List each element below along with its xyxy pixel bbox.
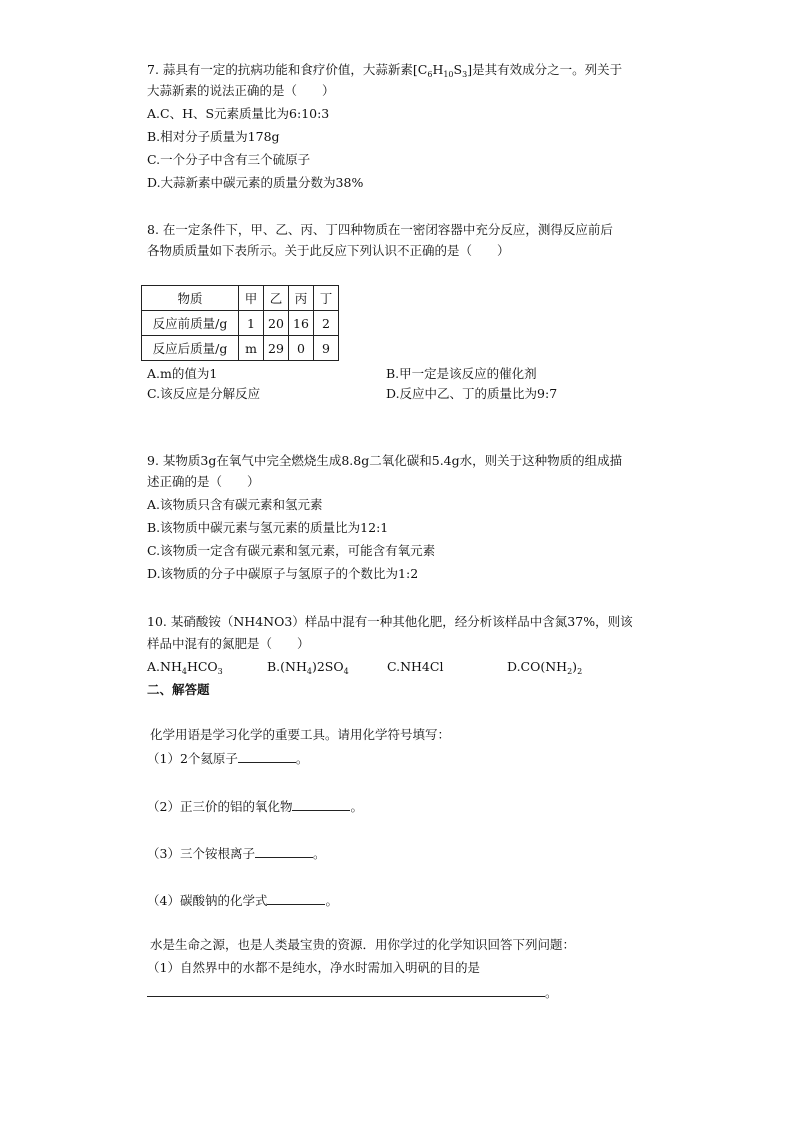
answer-blank[interactable] [238,750,296,763]
answer-blank[interactable] [255,845,313,858]
answer-blank[interactable] [267,892,325,905]
answer-blank[interactable] [147,984,545,997]
q8-stem-line1: 8. 在一定条件下，甲、乙、丙、丁四种物质在一密闭容器中充分反应，测得反应前后 [147,222,613,237]
table-header-cell: 甲 [239,286,264,311]
q10-option-c: C.NH4Cl [387,659,444,674]
fill-item-3: （3）三个铵根离子 。 [147,846,326,861]
table-cell: 9 [314,336,339,361]
answer-blank[interactable] [292,798,350,811]
q9-option-d: D.该物质的分子中碳原子与氢原子的个数比为1:2 [147,566,419,581]
table-header-cell: 丙 [289,286,314,311]
q9-stem-line2: 述正确的是（ ） [147,474,260,489]
q9-option-c: C.该物质一定含有碳元素和氢元素，可能含有氧元素 [147,543,436,558]
table-cell: m [239,336,264,361]
fill-item-4: （4）碳酸钠的化学式 。 [147,893,338,908]
q8-option-b: B.甲一定是该反应的催化剂 [386,366,537,381]
q7-option-a: A.C、H、S元素质量比为6:10:3 [147,106,330,121]
water-item-1: （1）自然界中的水都不是纯水，净水时需加入明矾的目的是 [147,960,480,975]
table-row [142,311,339,336]
q8-option-a: A.m的值为1 [147,366,218,381]
q8-stem-line2: 各物质质量如下表所示。关于此反应下列认识不正确的是（ ） [147,243,510,258]
q8-data-table [141,285,339,361]
table-row [142,336,339,361]
q9-option-a: A.该物质只含有碳元素和氢元素 [147,497,323,512]
table-header-cell: 物质 [142,286,239,311]
table-cell: 20 [264,311,289,336]
q8-option-c: C.该反应是分解反应 [147,386,261,401]
q10-stem-line1: 10. 某硝酸铵（NH4NO3）样品中混有一种其他化肥，经分析该样品中含氮37%，则该 [147,614,633,629]
q10-stem-line2: 样品中混有的氮肥是（ ） [147,636,310,651]
table-cell: 0 [289,336,314,361]
table-cell: 16 [289,311,314,336]
table-cell: 2 [314,311,339,336]
q10-option-b: $B.(NH_4)2SO_4$ [267,659,349,676]
q7-option-d: D.大蒜新素中碳元素的质量分数为38% [147,175,364,190]
q8-option-d: D.反应中乙、丁的质量比为9:7 [386,386,558,401]
q10-option-d: $D.CO(NH_2)_2$ [507,659,583,676]
table-cell: 1 [239,311,264,336]
q7-option-c: C.一个分子中含有三个硫原子 [147,152,311,167]
table-cell: 29 [264,336,289,361]
fill-item-2: （2）正三价的铝的氧化物 。 [147,799,363,814]
q9-option-b: B.该物质中碳元素与氢元素的质量比为12:1 [147,520,389,535]
table-cell: 反应前质量/g [142,311,239,336]
q7-stem-line2: 大蒜新素的说法正确的是（ ） [147,83,335,98]
fill-question-intro: 化学用语是学习化学的重要工具。请用化学符号填写： [150,727,451,742]
q10-option-a: $A.NH_4HCO_3$ [147,659,223,676]
table-header-cell: 丁 [314,286,339,311]
fill-item-1: （1）2个氦原子 。 [147,751,309,766]
section-heading: 二、解答题 [147,682,210,697]
water-question-intro: 水是生命之源，也是人类最宝贵的资源．用你学过的化学知识回答下列问题： [150,937,576,952]
water-answer-line: 。 [147,984,558,1001]
table-cell: 反应后质量/g [142,336,239,361]
table-header-cell: 乙 [264,286,289,311]
q7-option-b: B.相对分子质量为178g [147,129,280,144]
q7-stem-line1: 7. 蒜具有一定的抗病功能和食疗价值，大蒜新素$[C_6H_{10}S_3]$是其有效成分之一。列关于 [147,62,623,79]
q9-stem-line1: 9. 某物质3g在氧气中完全燃烧生成8.8g二氧化碳和5.4g水，则关于这种物质的组成描 [147,453,623,468]
table-row [142,286,339,311]
